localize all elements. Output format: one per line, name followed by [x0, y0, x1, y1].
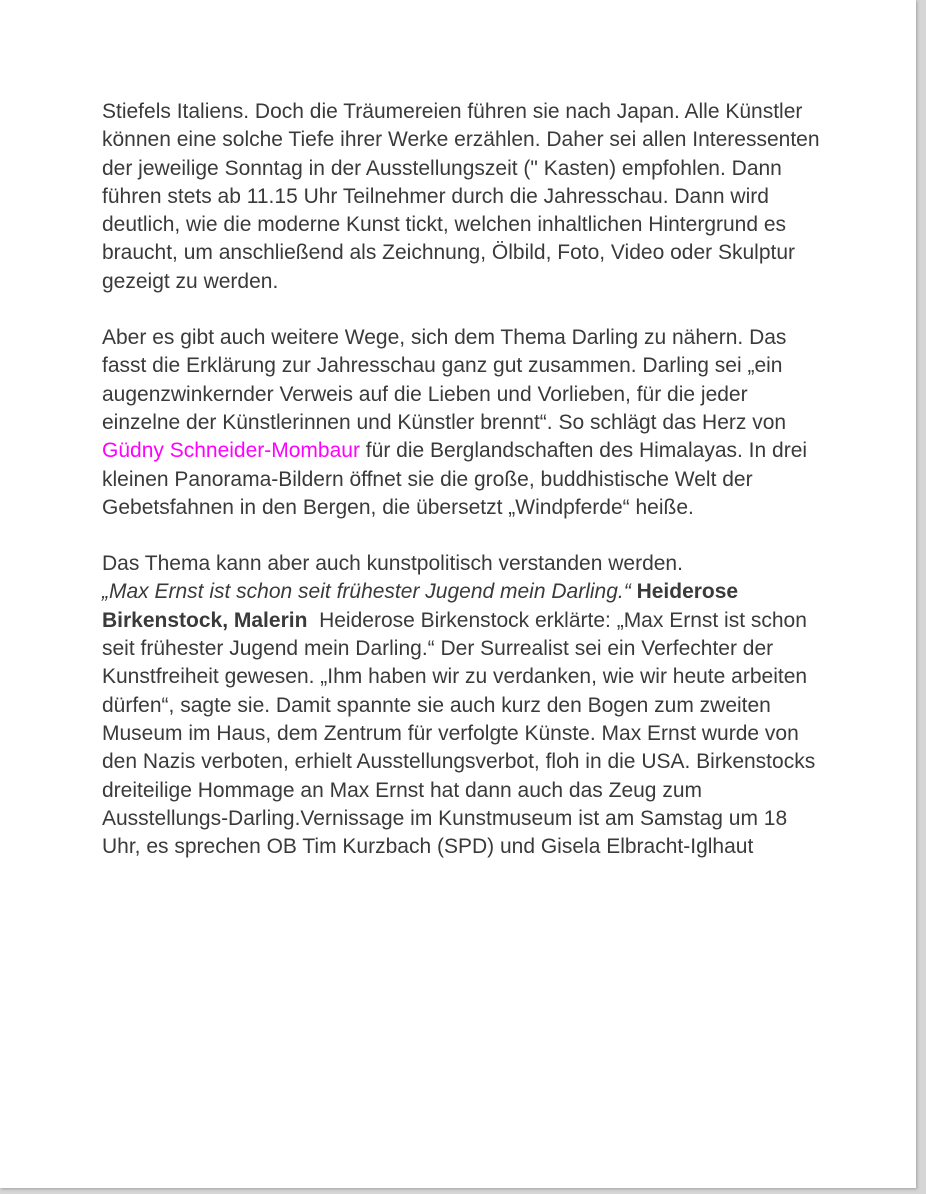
- quote-author: Heiderose Birkenstock, Malerin: [102, 580, 739, 632]
- paragraph-3-body: Heiderose Birkenstock erklärte: „Max Ernst ist schon seit frühester Jugend mein Darling.“ Der Surrealist sei ein Verfechter der Kunstfreiheit gewesen. „Ihm haben wir zu verdanken, wie wir heute arbeiten dürfen“, sagte sie. Damit spannte sie auch kurz den Bogen zum zweiten Museum im Haus, dem Zentrum für verfolgte Künste. Max Ernst wurde von den Nazis verboten, erhielt Ausstellungsverbot, floh in die USA. Birkenstocks dreiteilige Hommage an Max Ernst hat dann auch das Zeug zum Ausstellungs-Darling.Vernissage im Kunstmuseum ist am Samstag um 18 Uhr, es sprechen OB Tim Kurzbach (SPD) und Gisela Elbracht-Iglhaut: [102, 608, 816, 859]
- paragraph-1: [102, 98, 822, 296]
- paragraph-1-text: Stiefels Italiens. Doch die Träumereien führen sie nach Japan. Alle Künstler können eine solche Tiefe ihrer Werke erzählen. Daher sei allen Interessenten der jeweilige Sonntag in der Ausstellungszeit (" Kasten) empfohlen. Dann führen stets ab 11.15 Uhr Teilnehmer durch die Jahresschau. Dann wird deutlich, wie die moderne Kunst tickt, welchen inhaltlichen Hintergrund es braucht, um anschließend als Zeichnung, Ölbild, Foto, Video oder Skulptur gezeigt zu werden.: [102, 100, 820, 293]
- paragraph-2-text-before: Aber es gibt auch weitere Wege, sich dem Thema Darling zu nähern. Das fasst die Erklärung zur Jahresschau ganz gut zusammen. Darling sei „ein augenzwinkernder Verweis auf die Lieben und Vorlieben, für die jeder einzelne der Künstlerinnen und Künstler brennt“. So schlägt das Herz von: [102, 326, 787, 434]
- artist-link[interactable]: Güdny Schneider-Mombaur: [102, 439, 360, 463]
- paragraph-3-intro: Das Thema kann aber auch kunstpolitisch verstanden werden.: [102, 552, 683, 576]
- paragraph-2: [102, 324, 822, 522]
- paragraph-3: [102, 550, 822, 861]
- paragraph-2-text-after: für die Berglandschaften des Himalayas. In drei kleinen Panorama-Bildern öffnet sie die große, buddhistische Welt der Gebetsfahnen in den Bergen, die übersetzt „Windpferde“ heiße.: [102, 439, 808, 519]
- pull-quote: „Max Ernst ist schon seit frühester Jugend mein Darling.“: [102, 580, 631, 604]
- document-body: [102, 98, 822, 889]
